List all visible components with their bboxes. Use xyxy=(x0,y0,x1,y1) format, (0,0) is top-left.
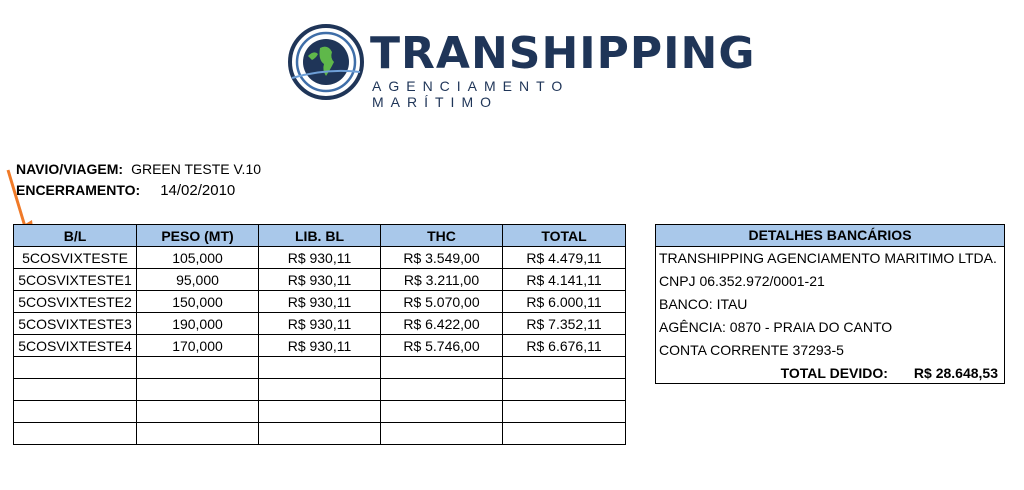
cell-empty xyxy=(381,379,503,401)
closing-label: ENCERRAMENTO: xyxy=(16,182,141,198)
company-logo xyxy=(286,22,756,110)
bl-table xyxy=(13,224,626,445)
cell-total: R$ 4.141,11 xyxy=(503,269,626,291)
table-header-row xyxy=(14,225,626,247)
cell-empty xyxy=(381,423,503,445)
cell-bl: 5COSVIXTESTE xyxy=(14,247,137,269)
logo-subtitle: AGENCIAMENTO MARÍTIMO xyxy=(372,78,570,110)
cell-empty xyxy=(14,401,137,423)
cell-empty xyxy=(137,357,259,379)
total-due-label: TOTAL DEVIDO: xyxy=(780,365,888,381)
cell-empty xyxy=(259,401,381,423)
logo-title: TRANSHIPPING xyxy=(370,28,756,79)
cell-bl: 5COSVIXTESTE1 xyxy=(14,269,137,291)
cell-empty xyxy=(137,423,259,445)
cell-empty xyxy=(381,357,503,379)
cell-bl: 5COSVIXTESTE3 xyxy=(14,313,137,335)
table-row xyxy=(14,291,626,313)
table-row xyxy=(14,269,626,291)
closing-info xyxy=(16,182,235,199)
cell-lib-bl: R$ 930,11 xyxy=(259,247,381,269)
bank-agency: AGÊNCIA: 0870 - PRAIA DO CANTO xyxy=(659,319,893,335)
total-due xyxy=(781,365,998,381)
cell-empty xyxy=(14,423,137,445)
header-lib-bl: LIB. BL xyxy=(259,225,381,247)
cell-total: R$ 6.000,11 xyxy=(503,291,626,313)
total-due-value: R$ 28.648,53 xyxy=(913,365,998,381)
table-row-empty xyxy=(14,401,626,423)
table-row-empty xyxy=(14,357,626,379)
cell-empty xyxy=(503,401,626,423)
cell-peso: 105,000 xyxy=(137,247,259,269)
cell-lib-bl: R$ 930,11 xyxy=(259,313,381,335)
cell-empty xyxy=(259,379,381,401)
cell-total: R$ 4.479,11 xyxy=(503,247,626,269)
cell-empty xyxy=(381,401,503,423)
header-peso: PESO (MT) xyxy=(137,225,259,247)
cell-thc: R$ 6.422,00 xyxy=(381,313,503,335)
cell-empty xyxy=(503,379,626,401)
cell-lib-bl: R$ 930,11 xyxy=(259,335,381,357)
bank-name: BANCO: ITAU xyxy=(659,296,748,312)
cell-bl: 5COSVIXTESTE2 xyxy=(14,291,137,313)
cell-empty xyxy=(14,357,137,379)
table-row-empty xyxy=(14,423,626,445)
bank-details-title: DETALHES BANCÁRIOS xyxy=(656,225,1004,247)
globe-logo-icon xyxy=(286,22,366,102)
cell-thc: R$ 5.070,00 xyxy=(381,291,503,313)
table-row xyxy=(14,335,626,357)
cell-empty xyxy=(137,379,259,401)
voyage-value: GREEN TESTE V.10 xyxy=(131,161,262,177)
table-row xyxy=(14,313,626,335)
bank-account: CONTA CORRENTE 37293-5 xyxy=(659,342,844,358)
table-row xyxy=(14,247,626,269)
voyage-label: NAVIO/VIAGEM: xyxy=(16,161,124,177)
bank-details-box xyxy=(655,224,1005,384)
cell-lib-bl: R$ 930,11 xyxy=(259,269,381,291)
cell-empty xyxy=(503,357,626,379)
cell-lib-bl: R$ 930,11 xyxy=(259,291,381,313)
cell-total: R$ 7.352,11 xyxy=(503,313,626,335)
cell-bl: 5COSVIXTESTE4 xyxy=(14,335,137,357)
cell-peso: 190,000 xyxy=(137,313,259,335)
cell-thc: R$ 5.746,00 xyxy=(381,335,503,357)
cell-peso: 170,000 xyxy=(137,335,259,357)
bank-cnpj: CNPJ 06.352.972/0001-21 xyxy=(659,273,825,289)
cell-thc: R$ 3.211,00 xyxy=(381,269,503,291)
cell-empty xyxy=(14,379,137,401)
cell-empty xyxy=(259,357,381,379)
header-bl: B/L xyxy=(14,225,137,247)
cell-empty xyxy=(259,423,381,445)
cell-peso: 95,000 xyxy=(137,269,259,291)
cell-empty xyxy=(137,401,259,423)
cell-thc: R$ 3.549,00 xyxy=(381,247,503,269)
cell-peso: 150,000 xyxy=(137,291,259,313)
closing-date: 14/02/2010 xyxy=(160,182,236,199)
bank-company-name: TRANSHIPPING AGENCIAMENTO MARITIMO LTDA. xyxy=(659,250,997,266)
voyage-info xyxy=(16,161,261,177)
table-row-empty xyxy=(14,379,626,401)
cell-total: R$ 6.676,11 xyxy=(503,335,626,357)
cell-empty xyxy=(503,423,626,445)
header-total: TOTAL xyxy=(503,225,626,247)
header-thc: THC xyxy=(381,225,503,247)
